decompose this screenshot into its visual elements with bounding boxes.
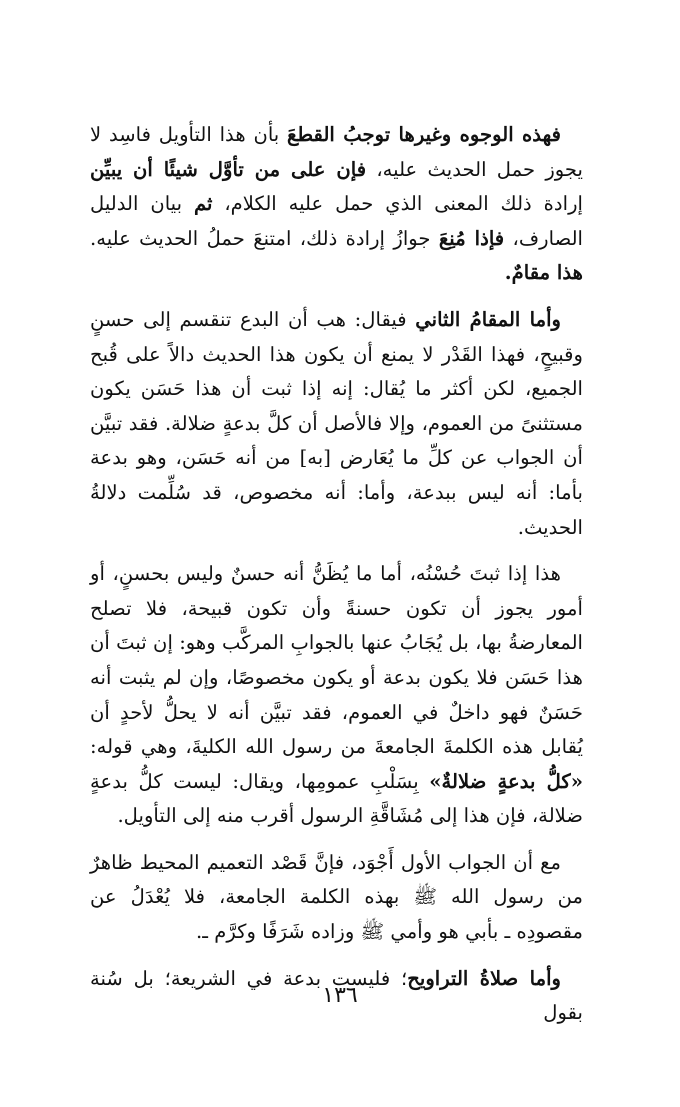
paragraph-2 [90, 303, 583, 545]
text-run: هذا مقامٌ. [504, 261, 583, 285]
text-run: بيان الدليل الصارف، [90, 192, 583, 250]
text-run: بِسَلْبِ عمومِها، ويقال: ليست كلُّ بدعةٍ ضلالة، فإن هذا إلى مُشَاقَّةِ الرسول أقرب منه إلى التأويل. [90, 769, 583, 828]
page-number: ١٣٦ [322, 983, 358, 1008]
text-run: بأن هذا التأويل فاسِد لا يجوز حمل الحديث عليه، [90, 123, 584, 181]
text-run: جوازُ إرادة ذلك، امتنعَ حملُ الحديث عليه. [90, 226, 439, 250]
text-run: وأما المقامُ الثاني [415, 307, 561, 331]
text-run: فإن على من تأوَّل شيئًا أن يبيِّن [90, 157, 367, 181]
text-run: «كلُّ بدعةٍ ضلالةٌ» [429, 769, 583, 793]
paragraph-4 [90, 846, 583, 950]
text-run: هذا إذا ثبتَ حُسْنُه، أما ما يُظَنُّ أنه حسنٌ وليس بحسنٍ، أو أمور يجوز أن تكون حسنةً وأن تكون قبيحة، فلا تصلح المعارضةُ بها، بل يُجَابُ عنها بالجوابِ المركَّب وهو: إن ثبتَ أن هذا حَسَن فلا يكون بدعة أو يكون مخصوصًا، وإن لم يثبت أنه حَسَنٌ فهو داخلٌ في العموم، فقد تبيَّن أنه لا يحلُّ لأحدٍ أن يُقابل هذه الكلمةَ الجامعةَ من رسول الله الكليةَ، وهي قوله: [90, 562, 583, 759]
paragraph-3 [90, 557, 583, 834]
text-run: فيقال: هب أن البدع تنقسم إلى حسنٍ وقبيحٍ، فهذا القَدْر لا يمنع أن يكون هذا الحديث دالاً على قُبح الجميع، لكن أكثر ما يُقال: إنه إذا ثبت أن هذا حَسَن يكون مستثنىً من العموم، وإلا فالأصل أن كلَّ بدعةٍ ضلالة. فقد تبيَّن أن الجواب عن كلِّ ما يُعَارض [به] من أنه حَسَن، وهو بدعة بأما: أنه ليس ببدعة، وأما: أنه مخصوص، قد سُلِّمت دلالةُ الحديث. [90, 307, 583, 539]
text-run: فإذا مُنِعَ [438, 226, 505, 250]
text-run: ثم [193, 192, 213, 216]
text-run: فهذه الوجوه وغيرها توجبُ القطعَ [287, 123, 561, 146]
text-run: مع أن الجواب الأول أَجْوَد، فإنَّ قَصْد التعميم المحيط ظاهرٌ من رسول الله ﷺ بهذه الكلمة الجامعة، فلا يُعْدَلُ عن مقصودِه ـ بأبي هو وأمي ﷺ وزاده شَرَفًا وكرَّم ـ. [90, 850, 583, 944]
text-run: ؛ فليست بدعة في الشريعة؛ بل سُنة بقول [90, 966, 583, 1025]
text-run: وأما صلاةُ التراويح [407, 966, 561, 990]
page-body-text [90, 118, 583, 1031]
paragraph-1 [90, 118, 583, 291]
text-run: إرادة ذلك المعنى الذي حمل عليه الكلام، [212, 192, 584, 216]
